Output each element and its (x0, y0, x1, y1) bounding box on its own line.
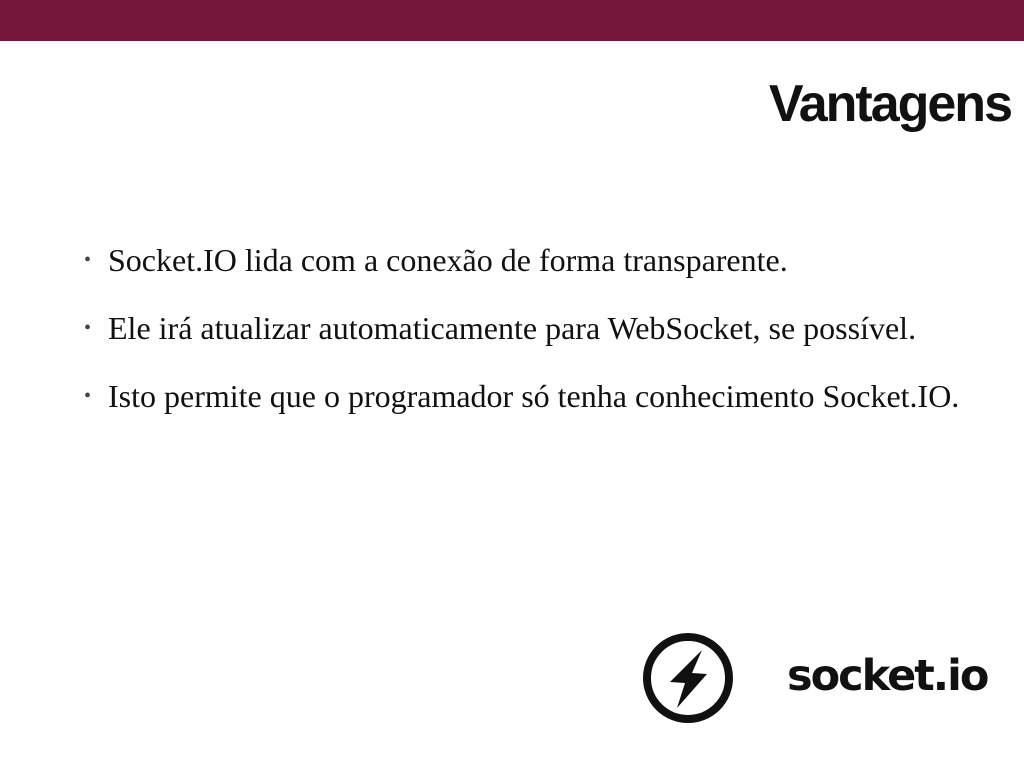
socket-io-logo (640, 630, 1000, 726)
bullet-list (84, 226, 968, 430)
bullet-marker: • (84, 249, 92, 271)
bullet-item (84, 362, 968, 430)
socket-io-logo-icon (640, 630, 736, 726)
bullet-text: Isto permite que o programador só tenha conhecimento Socket.IO. (108, 378, 960, 414)
bullet-marker: • (84, 385, 92, 407)
top-accent-bar (0, 0, 1024, 41)
bullet-item (84, 294, 968, 362)
socket-io-wordmark: socket.io (787, 651, 988, 701)
bullet-text: Socket.IO lida com a conexão de forma transparente. (108, 242, 788, 278)
bullet-text: Ele irá atualizar automaticamente para WebSocket, se possível. (108, 310, 917, 346)
bullet-marker: • (84, 317, 92, 339)
slide-title: Vantagens (768, 75, 1011, 133)
bullet-item (84, 226, 968, 294)
